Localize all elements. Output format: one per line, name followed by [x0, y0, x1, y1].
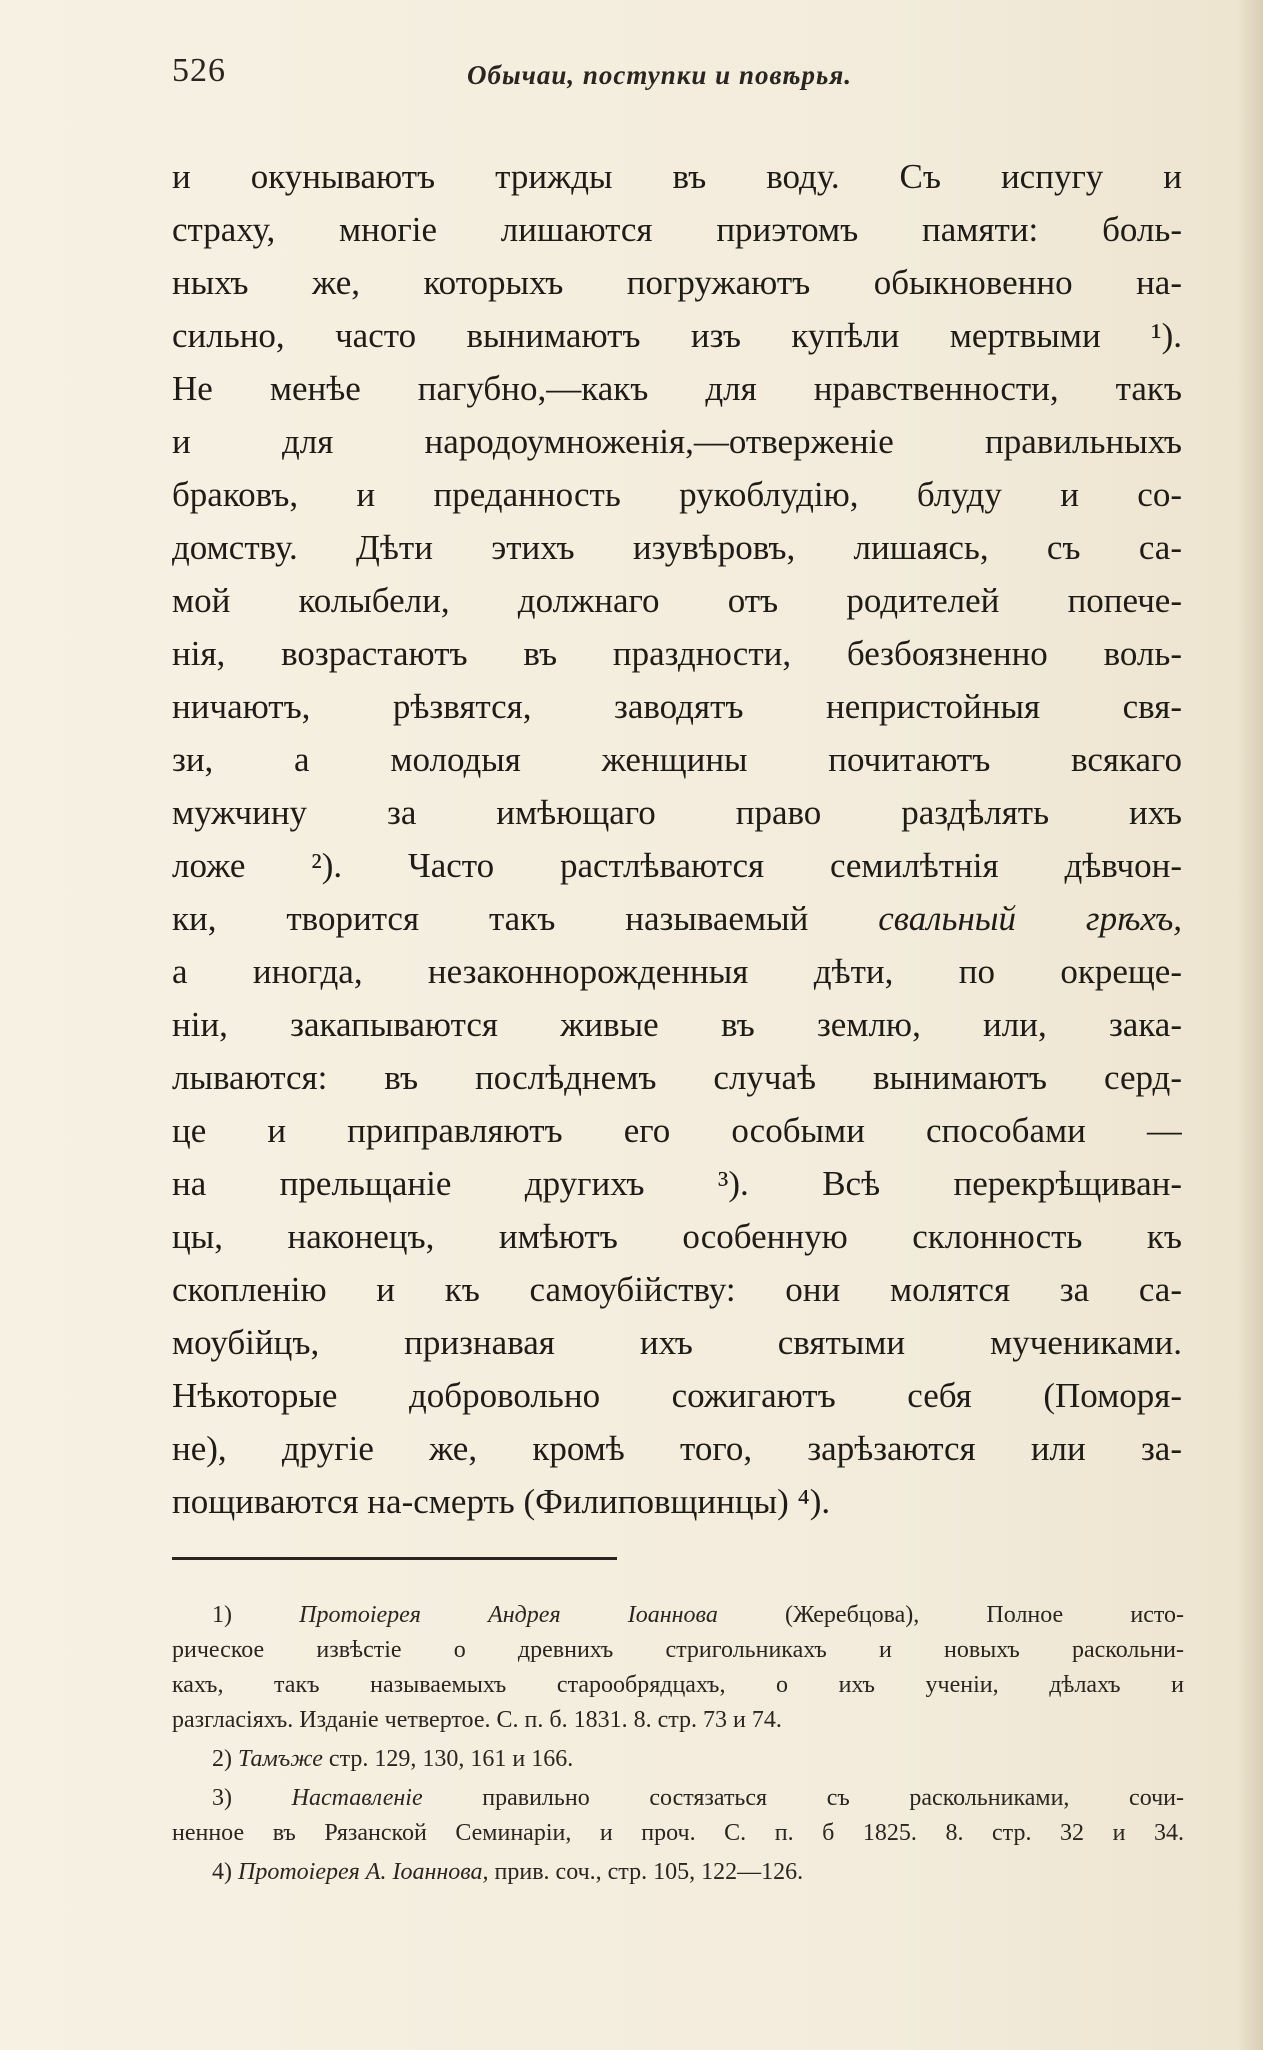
- text-line: цы, наконецъ, имѣютъ особенную склонность къ: [172, 1217, 1182, 1256]
- footnote-4: [172, 1855, 1184, 1890]
- footnote-title: Тамъже: [238, 1746, 323, 1772]
- text-line: а иногда, незаконнорожденныя дѣти, по окреще-: [172, 952, 1182, 991]
- footnote-text: прив. соч., стр. 105, 122—126.: [494, 1859, 804, 1885]
- text-line: ничаютъ, рѣзвятся, заводятъ непристойныя свя-: [172, 687, 1182, 726]
- text-line: страху, многіе лишаются приэтомъ памяти: боль-: [172, 210, 1182, 249]
- page-number: 526: [172, 52, 226, 89]
- footnote-line: рическое извѣстіе о древнихъ стригольникахъ и новыхъ раскольни-: [172, 1637, 1184, 1663]
- text-line: и для народоумноженія,—отверженіе правильныхъ: [172, 422, 1182, 461]
- footnote-text: (Жеребцова), Полное исто-: [784, 1602, 1184, 1628]
- footnote-3: [172, 1781, 1184, 1816]
- main-text: [172, 150, 1182, 1528]
- text-line: ложе ²). Часто растлѣваются семилѣтнія дѣвчон-: [172, 846, 1182, 885]
- text-line: пощиваются на-смерть (Филиповщинцы) ⁴).: [172, 1482, 831, 1521]
- text-line: Не менѣе пагубно,—какъ для нравственности, такъ: [172, 369, 1182, 408]
- text-segment: ки, творится такъ называемый: [172, 899, 809, 938]
- page-header: [172, 52, 952, 102]
- text-line: и окунываютъ трижды въ воду. Съ испугу и: [172, 157, 1182, 196]
- text-line-with-italic: [172, 892, 1182, 945]
- footnote-number: 2): [212, 1746, 232, 1772]
- footnote-number: 3): [212, 1785, 232, 1811]
- text-line: ніи, закапываются живые въ землю, или, зака-: [172, 1005, 1182, 1044]
- text-line: не), другіе же, кромѣ того, зарѣзаются или за-: [172, 1429, 1182, 1468]
- footnote-number: 1): [212, 1602, 232, 1628]
- footnote-line: разгласіяхъ. Изданіе четвертое. С. п. б. 1831. 8. стр. 73 и 74.: [172, 1707, 782, 1733]
- text-line: лываются: въ послѣднемъ случаѣ вынимаютъ серд-: [172, 1058, 1182, 1097]
- footnote-line: кахъ, такъ называемыхъ старообрядцахъ, о ихъ ученіи, дѣлахъ и: [172, 1672, 1184, 1698]
- text-line: скопленію и къ самоубійству: они молятся за са-: [172, 1270, 1182, 1309]
- footnotes: [172, 1598, 1184, 1890]
- text-line: браковъ, и преданность рукоблудію, блуду и со-: [172, 475, 1182, 514]
- footnote-2: [172, 1742, 1184, 1777]
- italic-term: свальный грѣхъ,: [878, 899, 1182, 938]
- footnote-1: [172, 1598, 1184, 1633]
- text-line: мужчину за имѣющаго право раздѣлять ихъ: [172, 793, 1182, 832]
- text-line: ныхъ же, которыхъ погружаютъ обыкновенно на-: [172, 263, 1182, 302]
- footnote-title: Наставленіе: [291, 1785, 423, 1811]
- text-line: сильно, часто вынимаютъ изъ купѣли мертвыми ¹).: [172, 316, 1182, 355]
- text-line: моубійцъ, признавая ихъ святыми мучениками.: [172, 1323, 1182, 1362]
- footnote-line: ненное въ Рязанской Семинаріи, и проч. С. п. б 1825. 8. стр. 32 и 34.: [172, 1820, 1184, 1846]
- page-edge-shadow: [1237, 0, 1263, 2050]
- footnote-title: Протоіерея А. Іоаннова,: [238, 1859, 489, 1885]
- text-line: це и приправляютъ его особыми способами —: [172, 1111, 1182, 1150]
- text-line: домству. Дѣти этихъ изувѣровъ, лишаясь, съ са-: [172, 528, 1182, 567]
- running-head: Обычаи, поступки и повѣрья.: [467, 60, 853, 90]
- text-line: зи, а молодыя женщины почитаютъ всякаго: [172, 740, 1182, 779]
- text-line: мой колыбели, должнаго отъ родителей попече-: [172, 581, 1182, 620]
- footnote-number: 4): [212, 1859, 232, 1885]
- footnote-text: правильно состязаться съ раскольниками, сочи-: [482, 1785, 1184, 1811]
- text-line: Нѣкоторые добровольно сожигаютъ себя (Поморя-: [172, 1376, 1182, 1415]
- footnote-title: Протоіерея Андрея Іоаннова: [299, 1602, 718, 1628]
- text-line: нія, возрастаютъ въ праздности, безбоязненно воль-: [172, 634, 1182, 673]
- text-line: на прельщаніе другихъ ³). Всѣ перекрѣщиван-: [172, 1164, 1182, 1203]
- footnote-text: стр. 129, 130, 161 и 166.: [328, 1746, 574, 1772]
- footnote-divider: [172, 1557, 617, 1560]
